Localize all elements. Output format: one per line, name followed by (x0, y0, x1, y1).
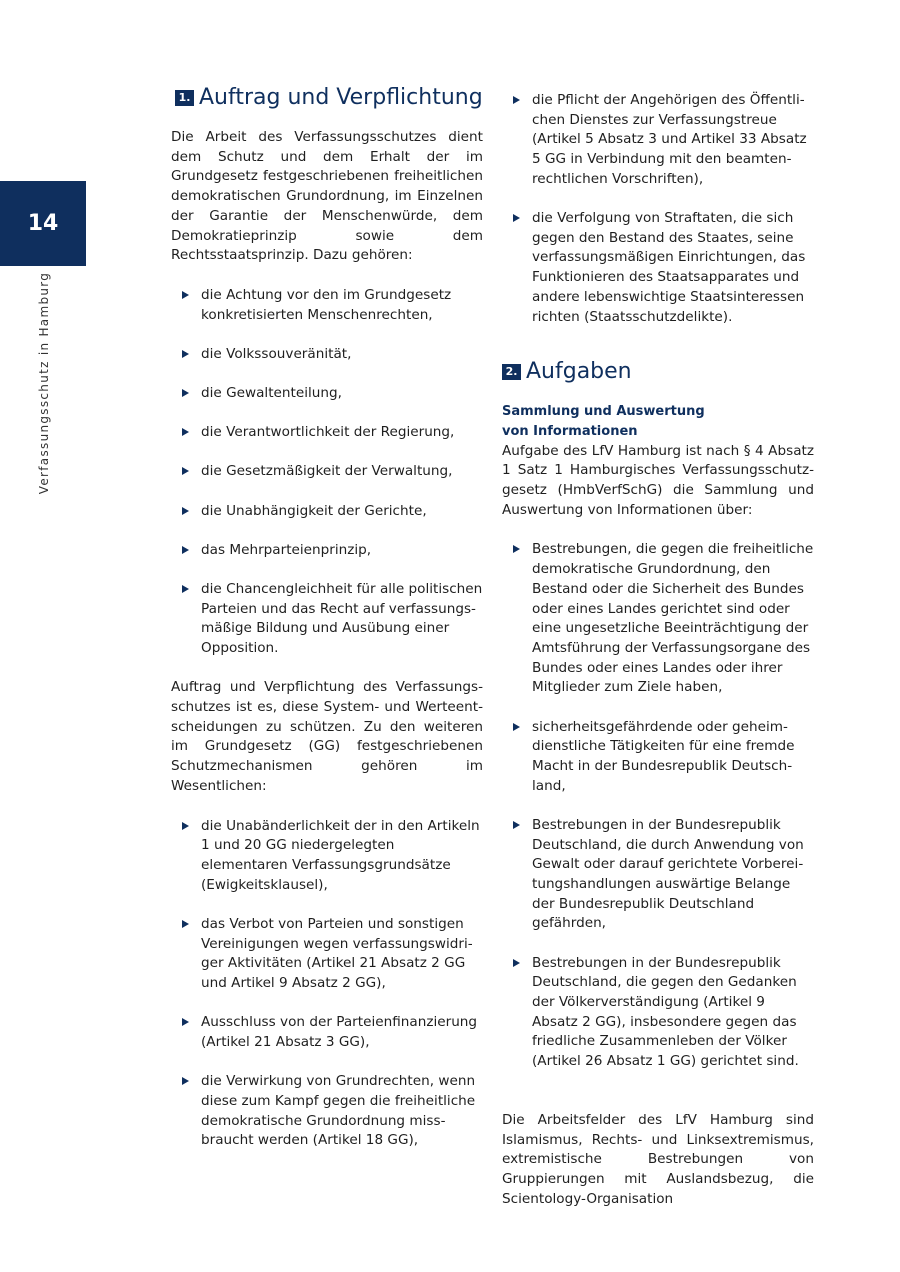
bullet-triangle-icon (182, 1018, 189, 1026)
bullet-triangle-icon (182, 920, 189, 928)
list-item: die Unabänderlichkeit der in den Artikeln 1 und 20 GG niedergelegten elementaren Verfassungsgrundsätze (Ewigkeitsklausel), (171, 817, 483, 896)
list-item: die Verfolgung von Straftaten, die sich gegen den Bestand des Staates, seine verfassungsmäßigen Einrichtungen, das Funktionieren des Staatsapparates und andere lebenswichtige Staatsinteressen richten (Staatsschutzdelikte). (502, 209, 814, 327)
bullet-triangle-icon (182, 546, 189, 554)
bullet-triangle-icon (513, 821, 520, 829)
list-item: sicherheitsgefährdende oder geheimdienstliche Tätigkeiten für eine fremde Macht in der Bundesrepublik Deutschland, (502, 718, 814, 797)
list-item: die Verwirkung von Grundrechten, wenn diese zum Kampf gegen die freiheitliche demokratische Grundordnung missbraucht werden (Artikel 18 GG), (171, 1072, 483, 1151)
bullet-triangle-icon (513, 96, 520, 104)
page-number: 14 (27, 211, 59, 236)
page-number-box (0, 181, 86, 266)
principles-list (171, 286, 483, 659)
left-column (171, 84, 483, 1151)
bullet-triangle-icon (513, 723, 520, 731)
section-1-heading (171, 84, 483, 112)
subheading-line-1: Sammlung und Auswertung (502, 404, 705, 420)
bullet-triangle-icon (182, 585, 189, 593)
section-1-title: Auftrag und Verpflichtung (199, 85, 483, 110)
list-item: das Verbot von Parteien und sonstigen Vereinigungen wegen verfassungswidriger Aktivitäten (Artikel 21 Absatz 2 GG und Artikel 9 Absatz 2 GG), (171, 915, 483, 994)
section-1-intro: Die Arbeit des Verfassungsschutzes dient dem Schutz und dem Erhalt der im Grundgesetz festgeschriebenen freiheitlichen demokratischen Grundordnung, im Einzelnen der Garantie der Menschenwürde, dem Demokratieprinzip sowie dem Rechtsstaatsprinzip. Dazu gehören: (171, 129, 483, 264)
bullet-triangle-icon (182, 291, 189, 299)
bullet-triangle-icon (182, 428, 189, 436)
list-item: Bestrebungen in der Bundesrepublik Deutschland, die durch Anwendung von Gewalt oder darauf gerichtete Vorbereitungshandlungen auswärtige Belange der Bundesrepublik Deutschland gefährden, (502, 816, 814, 934)
list-item: Bestrebungen in der Bundesrepublik Deutschland, die gegen den Gedanken der Völkerverständigung (Artikel 9 Absatz 2 GG), insbesondere gegen das friedliche Zusammenleben der Völker (Artikel 26 Absatz 1 GG) gerichtet sind. (502, 954, 814, 1072)
section-2-intro: Aufgabe des LfV Hamburg ist nach § 4 Absatz 1 Satz 1 Hamburgisches Verfassungsschutzgesetz (HmbVerfSchG) die Sammlung und Auswertung von Informationen über: (502, 442, 814, 518)
section-1-mandate: Auftrag und Verpflichtung des Verfassungsschutzes ist es, diese System- und Werteentscheidungen zu schützen. Zu den weiteren im Grundgesetz (GG) festgeschriebenen Schutzmechanismen gehören im Wesentlichen: (171, 679, 483, 794)
tasks-list (502, 540, 814, 1071)
bullet-triangle-icon (513, 959, 520, 967)
list-item: die Verantwortlichkeit der Regierung, (171, 423, 483, 443)
subheading-line-2: von Informationen (502, 423, 638, 439)
bullet-triangle-icon (182, 507, 189, 515)
right-column (502, 91, 814, 1209)
list-item: die Gesetzmäßigkeit der Verwaltung, (171, 462, 483, 482)
mechanisms-list (171, 817, 483, 1151)
list-item: die Volkssouveränität, (171, 345, 483, 365)
bullet-triangle-icon (182, 1077, 189, 1085)
bullet-triangle-icon (182, 467, 189, 475)
mechanisms-list-continued (502, 91, 814, 327)
list-item: Bestrebungen, die gegen die freiheitliche demokratische Grundordnung, den Bestand oder die Sicherheit des Bundes oder eines Landes gerichtet sind oder eine ungesetzliche Beeinträchtigung der Amtsführung der Verfassungsorgane des Bundes oder eines Landes oder ihrer Mitglieder zum Ziele haben, (502, 540, 814, 698)
bullet-triangle-icon (513, 214, 520, 222)
list-item: die Achtung vor den im Grundgesetz konkretisierten Menschenrechten, (171, 286, 483, 325)
section-1-number: 1. (175, 90, 194, 106)
list-item: die Gewaltenteilung, (171, 384, 483, 404)
section-2-title: Aufgaben (526, 359, 632, 385)
bullet-triangle-icon (513, 545, 520, 553)
section-2-number: 2. (502, 364, 521, 380)
list-item: die Pflicht der Angehörigen des Öffentlichen Dienstes zur Verfassungstreue (Artikel 5 Absatz 3 und Artikel 33 Absatz 5 GG in Verbindung mit den beamtenrechtlichen Vorschriften), (502, 91, 814, 190)
bullet-triangle-icon (182, 350, 189, 358)
section-2-heading (502, 358, 814, 386)
section-2-closing: Die Arbeitsfelder des LfV Hamburg sind Islamismus, Rechts- und Linksextremismus, extremistische Bestrebungen von Gruppierungen mit Auslandsbezug, die Scientology-Organisation (502, 1111, 814, 1207)
list-item: das Mehrparteienprinzip, (171, 541, 483, 561)
side-title: Verfassungsschutz in Hamburg (37, 271, 51, 495)
section-2-subheading (502, 402, 814, 441)
bullet-triangle-icon (182, 822, 189, 830)
bullet-triangle-icon (182, 389, 189, 397)
list-item: Ausschluss von der Parteienfinanzierung (Artikel 21 Absatz 3 GG), (171, 1013, 483, 1052)
list-item: die Chancengleichheit für alle politischen Parteien und das Recht auf verfassungsmäßige Bildung und Ausübung einer Opposition. (171, 580, 483, 659)
list-item: die Unabhängigkeit der Gerichte, (171, 502, 483, 522)
